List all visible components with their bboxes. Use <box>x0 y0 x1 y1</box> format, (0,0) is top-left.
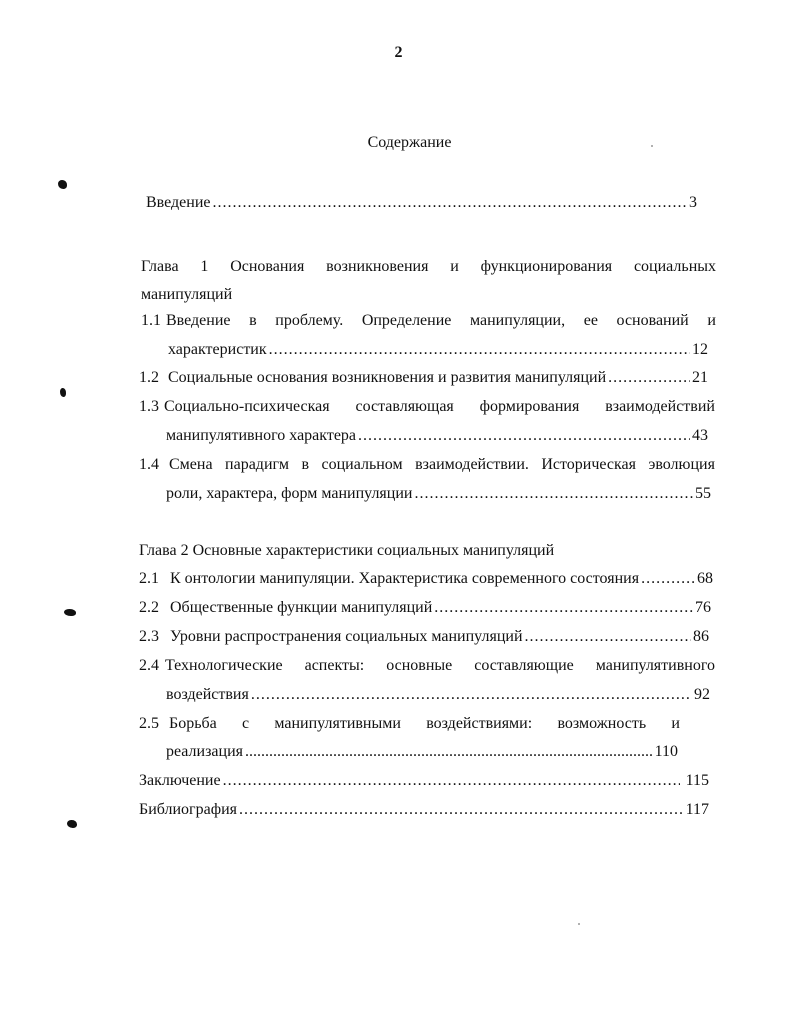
toc-entry-label: Введение <box>146 194 211 211</box>
toc-entry-conclusion <box>139 772 709 790</box>
toc-entry-page: 117 <box>685 801 709 818</box>
scan-artifact <box>58 180 67 189</box>
toc-entry-page: 55 <box>695 485 711 502</box>
word: воздействиями: <box>426 715 533 732</box>
scan-artifact <box>60 388 66 397</box>
dot-leader <box>525 628 692 646</box>
word: Борьба <box>169 715 217 732</box>
word: Глава <box>141 258 179 275</box>
word: и <box>707 312 716 329</box>
toc-entry-num: 2.5 <box>139 715 159 732</box>
toc-entry-1-3-line2 <box>166 427 708 445</box>
word: парадигм <box>225 456 289 473</box>
toc-entry-text: Социальные основания возникновения и развития манипуляций <box>168 369 607 386</box>
page-number: 2 <box>394 44 403 61</box>
scan-dust <box>651 145 653 147</box>
toc-entry-text <box>169 456 715 474</box>
dot-leader <box>239 801 684 819</box>
toc-entry-text-cont: воздействия <box>166 686 249 703</box>
toc-entry-1-1-line1 <box>141 312 716 330</box>
word: проблему. <box>275 312 344 329</box>
toc-entry-2-5-line1 <box>139 715 680 733</box>
toc-entry-2-5-line2 <box>166 743 678 761</box>
word: основные <box>386 657 453 674</box>
scan-dust <box>578 923 580 925</box>
word: Технологические <box>165 657 283 674</box>
toc-entry-text: Уровни распространения социальных манипуляций <box>170 628 523 645</box>
word: взаимодействии. <box>415 456 529 473</box>
word: в <box>249 312 257 329</box>
word: манипуляции, <box>469 312 566 329</box>
word: социальном <box>321 456 403 473</box>
toc-entry-page: 12 <box>692 341 708 358</box>
toc-entry-1-4-line2 <box>166 485 711 503</box>
dot-leader <box>434 599 693 617</box>
toc-entry-2-3 <box>139 628 709 646</box>
word: 1 <box>200 258 209 275</box>
toc-entry-num: 2.3 <box>139 628 159 645</box>
scan-artifact <box>67 820 77 828</box>
word: с <box>242 715 250 732</box>
word: Введение <box>166 312 231 329</box>
chapter1-heading-line2: манипуляций <box>141 286 233 303</box>
toc-entry-1-2 <box>139 369 708 387</box>
toc-entry-label: Библиография <box>139 801 237 818</box>
word: манипулятивного <box>595 657 715 674</box>
word: в <box>301 456 310 473</box>
toc-entry-num: 1.4 <box>139 456 159 473</box>
toc-entry-2-4-line1 <box>139 657 715 675</box>
dot-leader <box>414 485 693 503</box>
toc-entry-text <box>165 657 715 675</box>
toc-entry-text <box>164 398 715 416</box>
word: аспекты: <box>304 657 365 674</box>
toc-entry-page: 43 <box>692 427 708 444</box>
toc-entry-page: 86 <box>693 628 709 645</box>
word: возможность <box>557 715 647 732</box>
toc-title: Содержание <box>367 134 452 151</box>
word: Определение <box>361 312 452 329</box>
toc-entry-1-3-line1 <box>139 398 715 416</box>
toc-entry-num: 2.1 <box>139 570 159 587</box>
toc-entry-page: 92 <box>694 686 710 703</box>
toc-entry-text: Общественные функции манипуляций <box>170 599 433 616</box>
toc-entry-num: 1.2 <box>139 369 159 386</box>
toc-entry-text-cont: реализация <box>166 743 243 760</box>
word: и <box>671 715 680 732</box>
dot-leader <box>641 570 695 588</box>
dot-leader <box>245 743 653 761</box>
word: и <box>450 258 459 275</box>
dot-leader <box>223 772 680 790</box>
word: Социально-психическая <box>164 398 330 415</box>
scan-artifact <box>64 609 76 616</box>
toc-entry-page: 110 <box>654 743 678 760</box>
word: манипулятивными <box>274 715 401 732</box>
chapter1-heading <box>141 253 716 309</box>
toc-entry-1-1-line2 <box>168 341 708 359</box>
word: эволюция <box>648 456 715 473</box>
word: функционирования <box>480 258 613 275</box>
toc-entry-text: К онтологии манипуляции. Характеристика современного состояния <box>170 570 640 587</box>
toc-entry-2-4-line2 <box>166 686 710 704</box>
toc-entry-text <box>169 715 680 733</box>
word: ее <box>583 312 598 329</box>
toc-entry-text-cont: характеристик <box>168 341 267 358</box>
toc-entry-2-2 <box>139 599 711 617</box>
toc-entry-page: 68 <box>697 570 713 587</box>
dot-leader <box>213 194 688 212</box>
toc-entry-num: 2.2 <box>139 599 159 616</box>
word: составляющая <box>355 398 454 415</box>
toc-entry-num: 1.3 <box>139 398 159 415</box>
word: Историческая <box>541 456 636 473</box>
toc-entry-1-4-line1 <box>139 456 715 474</box>
toc-entry-label: Заключение <box>139 772 221 789</box>
toc-entry-bibliography <box>139 801 709 819</box>
word: составляющие <box>474 657 574 674</box>
toc-entry-page: 76 <box>695 599 711 616</box>
dot-leader <box>608 369 690 387</box>
toc-entry-text-cont: манипулятивного характера <box>166 427 357 444</box>
toc-entry-num: 2.4 <box>139 657 159 674</box>
toc-entry-page: 115 <box>685 772 709 789</box>
word: оснований <box>616 312 689 329</box>
toc-entry-page: 21 <box>692 369 708 386</box>
chapter2-heading: Глава 2 Основные характеристики социальных манипуляций <box>139 542 555 559</box>
toc-entry-page: 3 <box>689 194 697 211</box>
toc-entry-num: 1.1 <box>141 312 161 329</box>
word: возникновения <box>326 258 429 275</box>
word: социальных <box>633 258 716 275</box>
word: взаимодействий <box>605 398 715 415</box>
dot-leader <box>358 427 690 445</box>
word: Основания <box>230 258 305 275</box>
dot-leader <box>251 686 692 704</box>
toc-entry-intro <box>146 194 697 212</box>
word: формирования <box>479 398 580 415</box>
dot-leader <box>269 341 690 359</box>
word: Смена <box>169 456 213 473</box>
chapter1-heading-line1 <box>141 253 716 281</box>
toc-entry-2-1 <box>139 570 713 588</box>
toc-entry-text-cont: роли, характера, форм манипуляции <box>166 485 413 502</box>
toc-entry-text <box>166 312 716 330</box>
